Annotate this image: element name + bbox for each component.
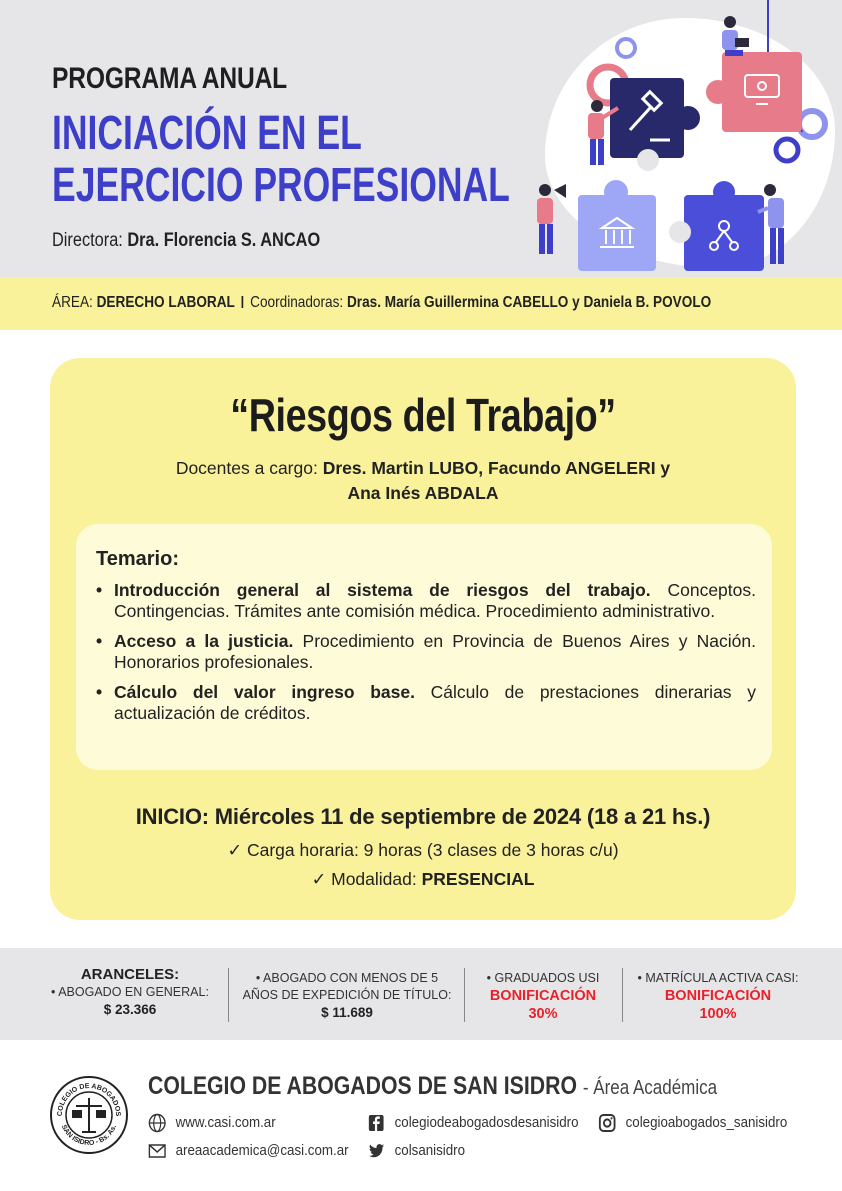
facebook-icon [367,1113,385,1133]
globe-icon [148,1113,166,1133]
syllabus-heading: Temario: [96,548,179,570]
gear-icon [799,111,825,137]
fee-usi-label: • GRADUADOS USI [486,971,600,985]
fees-heading: ARANCELES: [80,966,180,983]
syllabus-list [96,580,756,733]
fee-young-value: $ 11.689 [321,1005,373,1020]
area-label: ÁREA: [52,294,93,311]
svg-text:COLEGIO DE ABOGADOS: COLEGIO DE ABOGADOS [56,1082,122,1117]
teachers [110,456,736,506]
facebook-text: colegiodeabogadosdesanisidro [394,1115,579,1131]
divider [622,968,623,1022]
website-link[interactable] [148,1113,276,1133]
website-text: www.casi.com.ar [175,1115,276,1131]
mode-value: PRESENCIAL [421,869,535,889]
fee-casi [630,970,806,1023]
twitter-bird-icon [367,1141,385,1161]
email-text: areaacademica@casi.com.ar [175,1143,349,1159]
fee-casi-label: • MATRÍCULA ACTIVA CASI: [637,971,799,985]
fee-usi [472,970,614,1023]
syllabus-item [96,580,756,622]
org-name-text: COLEGIO DE ABOGADOS DE SAN ISIDRO [148,1072,577,1100]
fee-usi-bonus: BONIFICACIÓN [489,988,597,1004]
fee-general [44,966,216,1018]
director-label: Directora: [52,230,123,251]
divider [228,968,229,1022]
coordinators-names: Dras. María Guillermina CABELLO y Daniela B. POVOLO [346,294,712,311]
fee-general-value: $ 23.366 [103,1002,157,1017]
puzzle-piece-gavel [610,78,700,171]
syllabus-item-text: Cálculo de prestaciones dinerarias y actualización de créditos. [114,682,756,723]
area-name: DERECHO LABORAL [96,294,235,311]
colegio-seal-logo [50,1076,128,1154]
mode-line [50,869,796,890]
fee-young-label2: AÑOS DE EXPEDICIÓN DE TÍTULO: [242,988,452,1002]
divider [242,296,244,308]
fee-general-label: • ABOGADO EN GENERAL: [51,985,209,999]
instagram-text: colegioabogados_sanisidro [625,1115,788,1131]
fee-usi-pct: 30% [528,1006,558,1022]
teachers-label: Docentes a cargo: [175,458,318,478]
person-with-megaphone [537,184,566,254]
syllabus-item-title: Acceso a la justicia. [114,631,294,651]
program-label: PROGRAMA ANUAL [52,62,288,95]
syllabus-item-title: Introducción general al sistema de riesgos del trabajo. [114,580,651,600]
puzzle-piece-bank [578,180,656,271]
divider [464,968,465,1022]
fee-young [236,970,458,1021]
start-date: INICIO: Miércoles 11 de septiembre de 2024 (18 a 21 hs.) [135,804,711,829]
fee-casi-bonus: BONIFICACIÓN [664,988,772,1004]
fee-casi-pct: 100% [699,1006,737,1022]
gear-icon [776,139,798,161]
syllabus-box [76,524,772,770]
fees-bar [0,948,842,1040]
header [0,0,842,277]
org-sub: - Área Académica [582,1077,718,1099]
hours-line: ✓ Carga horaria: 9 horas (3 clases de 3 horas c/u) [227,840,619,860]
facebook-link[interactable] [367,1113,579,1133]
svg-text:SAN ISIDRO - Bs. As.: SAN ISIDRO - Bs. As. [59,1123,119,1148]
twitter-text: colsanisidro [394,1143,466,1159]
fee-young-label1: • ABOGADO CON MENOS DE 5 [255,971,439,985]
syllabus-item-text: Conceptos. Contingencias. Trámites ante comisión médica. Procedimiento administrativo. [114,580,756,621]
mail-icon [148,1141,166,1161]
course-title: “Riesgos del Trabajo” [230,389,616,441]
course-card [50,358,796,920]
email-link[interactable] [148,1141,349,1161]
instagram-link[interactable] [598,1113,787,1133]
puzzle-piece-network [669,181,764,271]
syllabus-item-text: Procedimiento en Provincia de Buenos Aires y Nación. Honorarios profesionales. [114,631,756,672]
syllabus-item [96,631,756,673]
instagram-icon [598,1113,616,1133]
program-title-line1: INICIACIÓN EN EL [52,107,362,160]
area-line [52,294,711,312]
teachers-line2: Ana Inés ABDALA [347,483,499,503]
syllabus-item-title: Cálculo del valor ingreso base. [114,682,415,702]
director-line [52,230,320,252]
syllabus-item [96,682,756,724]
twitter-link[interactable] [367,1141,465,1161]
program-title-line2: EJERCICIO PROFESIONAL [52,159,510,212]
puzzle-piece-screen [706,52,802,132]
mode-label: ✓ Modalidad: [311,869,417,889]
director-name: Dra. Florencia S. ANCAO [127,230,321,251]
teachers-line1: Dres. Martin LUBO, Facundo ANGELERI y [322,458,671,478]
org-name [148,1072,717,1101]
program-title [52,108,510,212]
person-with-laptop [722,16,749,56]
gear-icon [617,39,635,57]
puzzle-illustration [520,0,842,277]
coordinators-label: Coordinadoras: [250,294,344,311]
area-bar [0,277,842,330]
